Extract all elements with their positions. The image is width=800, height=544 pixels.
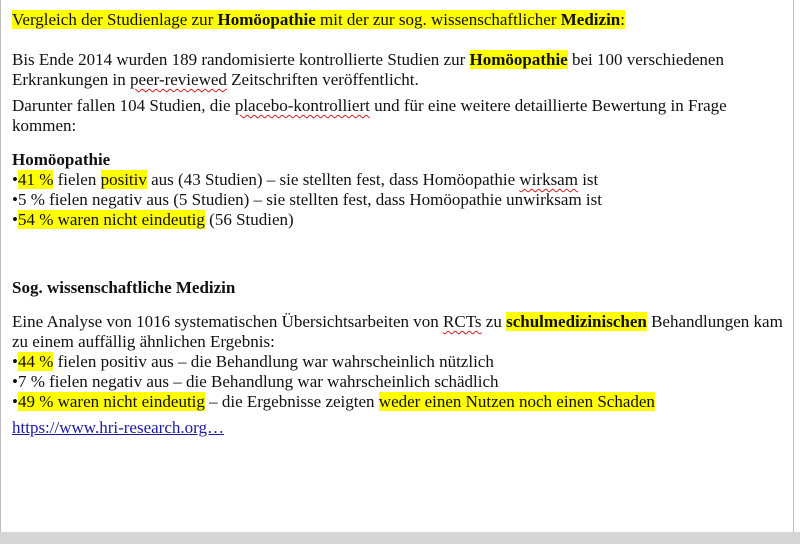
- window-bottom-bar: [0, 532, 800, 544]
- intro-paragraph: Bis Ende 2014 wurden 189 randomisierte kontrollierte Studien zur Homöopathie bei 100 verschiedenen Erkrankungen in peer-reviewed Zeitschriften veröffentlicht.: [12, 50, 724, 89]
- list-item: •7 % fielen negativ aus – die Behandlung war wahrscheinlich schädlich: [12, 372, 499, 391]
- spellcheck-word: RCTs: [443, 312, 482, 331]
- spellcheck-word: peer-reviewed: [130, 70, 227, 89]
- list-item: •49 % waren nicht eindeutig – die Ergebnisse zeigten weder einen Nutzen noch einen Schaden: [12, 392, 655, 411]
- keyword-highlight: Homöopathie: [469, 50, 568, 69]
- spellcheck-word: placebo-kontrolliert: [234, 96, 370, 115]
- keyword-highlight: schulmedizinischen: [506, 312, 647, 331]
- section-heading-homeopathy: Homöopathie: [12, 150, 111, 169]
- list-item: •41 % fielen positiv aus (43 Studien) – sie stellten fest, dass Homöopathie wirksam ist: [12, 170, 599, 189]
- med-intro-paragraph: Eine Analyse von 1016 systematischen Übersichtsarbeiten von RCTs zu schulmedizinischen Behandlungen kam zu einem auffällig ähnlichen Ergebnis:: [12, 312, 783, 351]
- section-heading-medicine: Sog. wissenschaftliche Medizin: [12, 278, 236, 297]
- document-body: [12, 10, 787, 438]
- source-link[interactable]: https://www.hri-research.org…: [12, 418, 224, 437]
- list-item: •44 % fielen positiv aus – die Behandlung war wahrscheinlich nützlich: [12, 352, 494, 371]
- document-title: Vergleich der Studienlage zur Homöopathie mit der zur sog. wissenschaftlicher Medizin:: [12, 10, 625, 29]
- list-item: •5 % fielen negativ aus (5 Studien) – sie stellten fest, dass Homöopathie unwirksam ist: [12, 190, 602, 209]
- intro-paragraph-2: Darunter fallen 104 Studien, die placebo-kontrolliert und für eine weitere detaillierte Bewertung in Frage kommen:: [12, 96, 727, 135]
- list-item: •54 % waren nicht eindeutig (56 Studien): [12, 210, 294, 229]
